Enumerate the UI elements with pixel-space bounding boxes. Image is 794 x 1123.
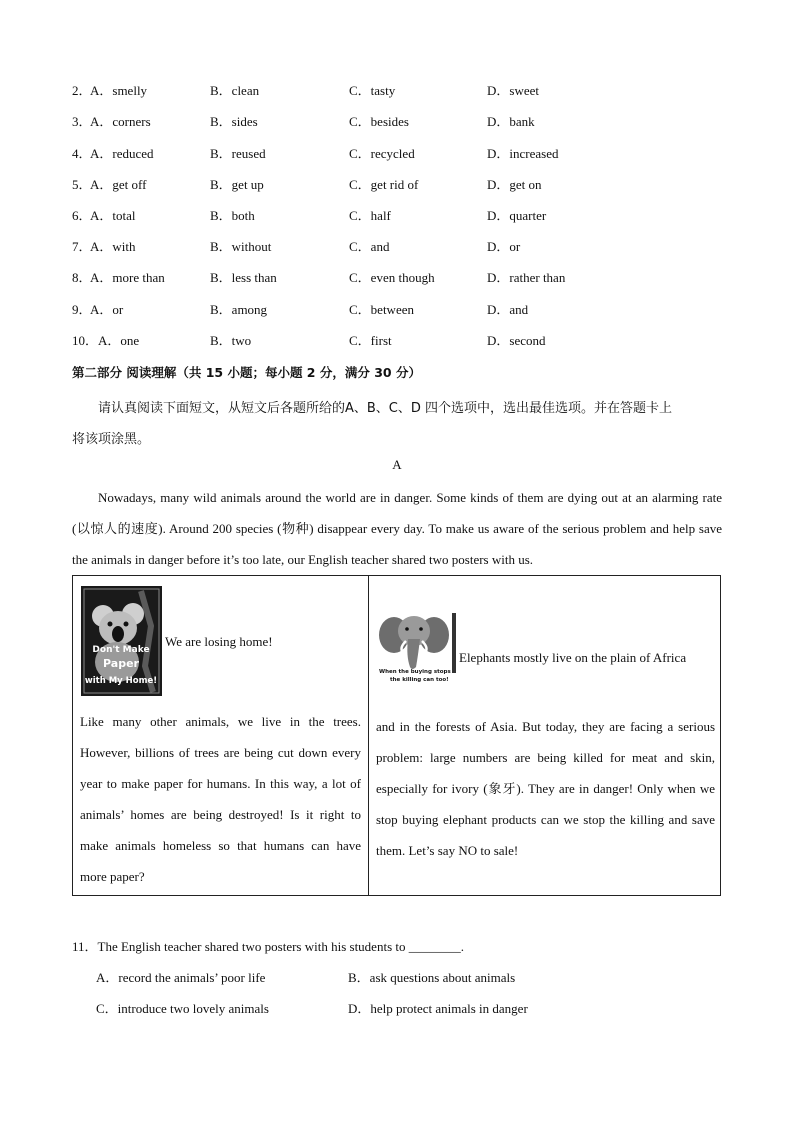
option-row-7 xyxy=(72,237,712,257)
option-c: C．first xyxy=(349,333,392,348)
option-a: A．total xyxy=(90,208,136,223)
question-number: 7． xyxy=(72,239,92,254)
instruction-line-2: 将该项涂黑。 xyxy=(72,432,151,447)
option-c: C．tasty xyxy=(349,83,396,98)
option-a: A．or xyxy=(90,302,124,317)
option-d: D．increased xyxy=(487,146,559,161)
passage-intro xyxy=(72,482,722,575)
question-number: 10． xyxy=(72,333,99,348)
option-a: A．one xyxy=(98,333,140,348)
option-a: A．get off xyxy=(90,177,147,192)
option-d: D．or xyxy=(487,239,521,254)
option-d: D．sweet xyxy=(487,83,539,98)
option-d: D．quarter xyxy=(487,208,547,223)
left-poster-text: Like many other animals, we live in the trees. However, billions of trees are being cut down every year to make paper for humans. In this way, a lot of animals’ homes are being destroyed! Is it right to make animals homeless so that humans can have more paper? xyxy=(80,714,361,884)
option-d: D．get on xyxy=(487,177,542,192)
option-a: A．corners xyxy=(90,114,151,129)
option-row-4 xyxy=(72,144,712,164)
instruction-line-1: 请认真阅读下面短文，从短文后各题所给的A、B、C、D 四个选项中，选出最佳选项。并在答题卡上 xyxy=(98,401,673,416)
option-b: B．get up xyxy=(210,177,264,192)
option-b: B．among xyxy=(210,302,268,317)
option-b: B．without xyxy=(210,239,272,254)
option-c: C．besides xyxy=(349,114,409,129)
passage-letter: A xyxy=(392,457,402,472)
koala-poster-text-2: Paper xyxy=(103,657,139,670)
option-row-6 xyxy=(72,206,712,226)
option-b: B．both xyxy=(210,208,255,223)
option-row-2 xyxy=(72,81,712,101)
question-11-option-b: B．ask questions about animals xyxy=(348,970,516,985)
option-row-8 xyxy=(72,268,712,288)
section-heading: 第二部分 阅读理解（共 15 小题；每小题 2 分，满分 30 分） xyxy=(72,365,421,380)
instruction xyxy=(72,393,722,424)
koala-poster-text-1: Don't Make xyxy=(92,645,150,655)
option-row-10 xyxy=(72,331,712,351)
option-d: D．and xyxy=(487,302,529,317)
koala-poster-text-3: with My Home! xyxy=(84,676,158,686)
option-d: D．second xyxy=(487,333,546,348)
option-d: D．bank xyxy=(487,114,535,129)
question-11-option-c: C．introduce two lovely animals xyxy=(96,1001,269,1016)
elephant-poster-image xyxy=(376,611,458,685)
option-a: A．more than xyxy=(90,270,165,285)
instruction-cont xyxy=(72,424,722,455)
option-a: A．smelly xyxy=(90,83,148,98)
option-b: B．less than xyxy=(210,270,277,285)
option-c: C．and xyxy=(349,239,390,254)
elephant-poster-text-2: the killing can too! xyxy=(390,677,449,683)
poster-table xyxy=(72,575,721,896)
passage-text: Nowadays, many wild animals around the world are in danger. Some kinds of them are dying out at an alarming rate (以惊人的速度). Around 200 species (物种) disappear every day. To make us aware of the serious problem and help save the animals in danger before it’s too late, our English teacher shared two posters with us. xyxy=(72,490,722,567)
right-poster-caption: Elephants mostly live on the plain of Africa xyxy=(459,650,687,665)
option-c: C．get rid of xyxy=(349,177,419,192)
option-row-3 xyxy=(72,112,712,132)
question-number: 9． xyxy=(72,302,92,317)
koala-poster-image xyxy=(81,586,162,696)
option-c: C．recycled xyxy=(349,146,415,161)
question-number: 4． xyxy=(72,146,92,161)
option-c: C．between xyxy=(349,302,414,317)
question-11-option-d: D．help protect animals in danger xyxy=(348,1001,528,1016)
table-divider xyxy=(368,576,369,895)
option-row-9 xyxy=(72,300,712,320)
option-b: B．reused xyxy=(210,146,266,161)
question-number: 3． xyxy=(72,114,92,129)
question-number: 8． xyxy=(72,270,92,285)
option-a: A．reduced xyxy=(90,146,154,161)
option-b: B．two xyxy=(210,333,252,348)
question-number: 2． xyxy=(72,83,92,98)
left-poster-caption: We are losing home! xyxy=(165,634,273,649)
elephant-poster-text-1: When the buying stops xyxy=(379,669,451,675)
question-11-stem: 11．The English teacher shared two posters with his students to ________. xyxy=(72,939,464,954)
option-a: A．with xyxy=(90,239,136,254)
option-b: B．clean xyxy=(210,83,260,98)
option-c: C．half xyxy=(349,208,391,223)
question-number: 5． xyxy=(72,177,92,192)
option-row-5 xyxy=(72,175,712,195)
option-c: C．even though xyxy=(349,270,435,285)
right-poster-text: and in the forests of Asia. But today, they are facing a serious problem: large numbers are being killed for meat and skin, especially for ivory (象牙). They are in danger! Only when we stop buying elephant products can we stop the killing and save them. Let’s say NO to sale! xyxy=(376,719,715,858)
option-b: B．sides xyxy=(210,114,258,129)
question-11-option-a: A．record the animals’ poor life xyxy=(96,970,266,985)
option-d: D．rather than xyxy=(487,270,566,285)
question-number: 6． xyxy=(72,208,92,223)
